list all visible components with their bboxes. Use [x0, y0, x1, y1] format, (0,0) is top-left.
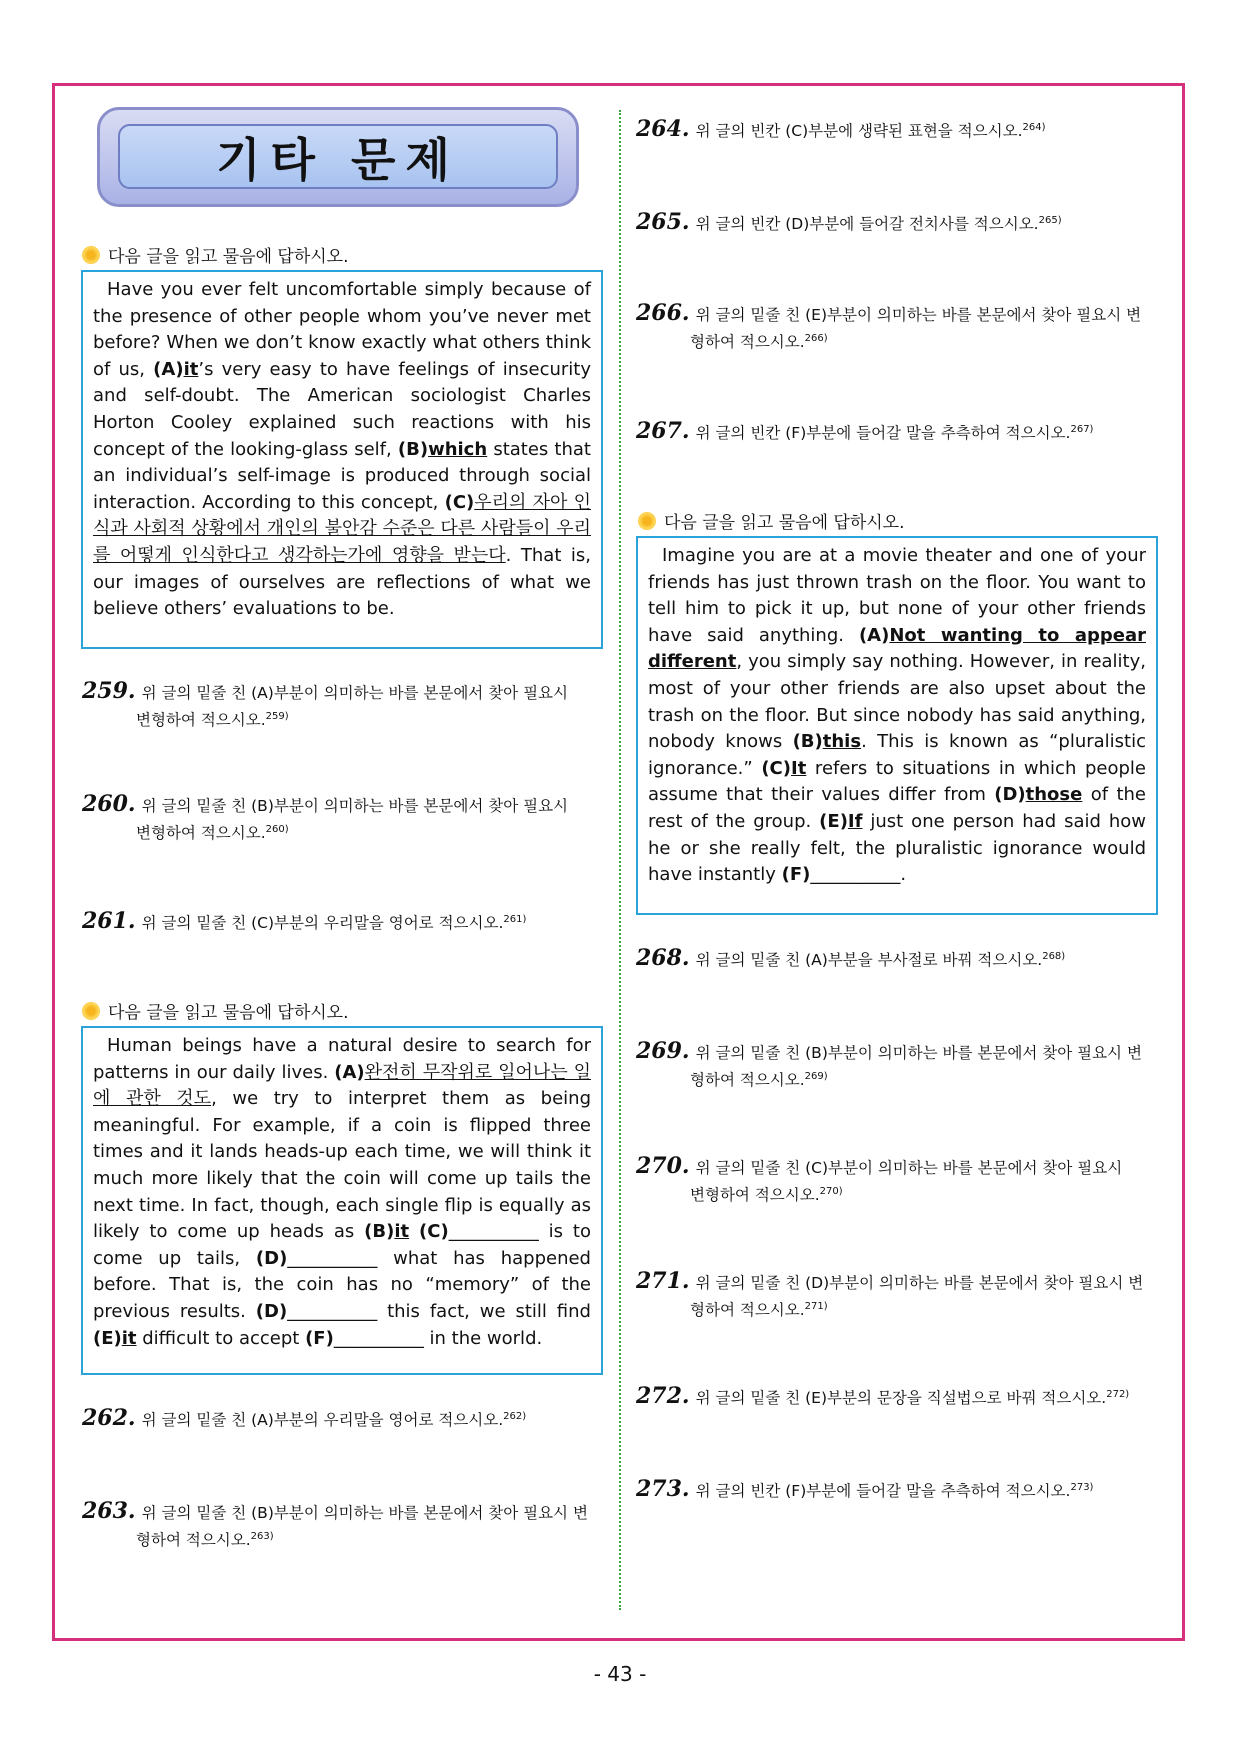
question-265: 265. 위 글의 빈칸 (D)부분에 들어갈 전치사를 적으시오.$^{265)}$ [636, 209, 1062, 236]
question-264: 264. 위 글의 빈칸 (C)부분에 생략된 표현을 적으시오.$^{264)}$ [636, 116, 1046, 143]
question-273: 273. 위 글의 빈칸 (F)부분에 들어갈 말을 추측하여 적으시오.$^{273)}$ [636, 1476, 1094, 1503]
column-divider [619, 110, 621, 1610]
question-272: 272. 위 글의 밑줄 친 (E)부분의 문장을 직설법으로 바꿔 적으시오.$^{272)}$ [636, 1383, 1130, 1410]
instruction-text: 다음 글을 읽고 물음에 답하시오. [108, 247, 349, 267]
question-261: 261. 위 글의 밑줄 친 (C)부분의 우리말을 영어로 적으시오.$^{261)}$ [82, 908, 527, 935]
flower-icon [82, 1002, 100, 1020]
question-262: 262. 위 글의 밑줄 친 (A)부분의 우리말을 영어로 적으시오.$^{262)}$ [82, 1405, 527, 1432]
instruction-3 [638, 508, 905, 533]
question-266: 266. 위 글의 밑줄 친 (E)부분이 의미하는 바를 본문에서 찾아 필요시 변 형하여 적으시오.$^{266)}$ [636, 300, 1142, 352]
passage-1: Have you ever felt uncomfortable simply because of the presence of other people whom you’ve never met before? When we don’t know exactly what others think of us, (A)it’s very easy to have feelings of insecurity and self-doubt. The American sociologist Charles Horton Cooley explained such reactions with his concept of the looking-glass self, (B)which states that an individual’s self-image is produced through social interaction. According to this concept, (C)우리의 자아 인식과 사회적 상황에서 개인의 불안감 수준은 다른 사람들이 우리를 어떻게 인식한다고 생각하는가에 영향을 받는다. That is, our images of ourselves are reflections of what we believe others’ evaluations to be. [81, 270, 603, 649]
page-number: - 43 - [593, 1662, 647, 1686]
question-260: 260. 위 글의 밑줄 친 (B)부분이 의미하는 바를 본문에서 찾아 필요시 변형하여 적으시오.$^{260)}$ [82, 791, 569, 843]
question-259: 259. 위 글의 밑줄 친 (A)부분이 의미하는 바를 본문에서 찾아 필요시 변형하여 적으시오.$^{259)}$ [82, 678, 568, 730]
passage-2: Human beings have a natural desire to search for patterns in our daily lives. (A)완전히 무작위로 일어나는 일에 관한 것도, we try to interpret them as being meaningful. For example, if a coin is flipped three times and it lands heads-up each time, we will think it much more likely that the coin will come up tails the next time. In fact, though, each single flip is equally as likely to come up heads as (B)it (C)__________ is to come up tails, (D)__________ what has happened before. That is, the coin has no “memory” of the previous results. (D)__________ this fact, we still find (E)it difficult to accept (F)__________ in the world. [81, 1026, 603, 1375]
question-269: 269. 위 글의 밑줄 친 (B)부분이 의미하는 바를 본문에서 찾아 필요시 변 형하여 적으시오.$^{269)}$ [636, 1038, 1142, 1090]
question-270: 270. 위 글의 밑줄 친 (C)부분이 의미하는 바를 본문에서 찾아 필요시 변형하여 적으시오.$^{270)}$ [636, 1153, 1123, 1205]
question-263: 263. 위 글의 밑줄 친 (B)부분이 의미하는 바를 본문에서 찾아 필요시 변 형하여 적으시오.$^{263)}$ [82, 1498, 588, 1550]
question-271: 271. 위 글의 밑줄 친 (D)부분이 의미하는 바를 본문에서 찾아 필요시 변 형하여 적으시오.$^{271)}$ [636, 1268, 1144, 1320]
title-box [118, 124, 558, 189]
instruction-2 [82, 998, 349, 1023]
question-268: 268. 위 글의 밑줄 친 (A)부분을 부사절로 바꿔 적으시오.$^{268)}$ [636, 945, 1066, 972]
flower-icon [82, 246, 100, 264]
instruction-1 [82, 242, 349, 267]
instruction-text: 다음 글을 읽고 물음에 답하시오. [664, 513, 905, 533]
flower-icon [638, 512, 656, 530]
instruction-text: 다음 글을 읽고 물음에 답하시오. [108, 1003, 349, 1023]
passage-3: Imagine you are at a movie theater and one of your friends has just thrown trash on the floor. You want to tell him to pick it up, but none of your other friends have said anything. (A)Not wanting to appear different, you simply say nothing. However, in reality, most of your other friends are also upset about the trash on the floor. But since nobody has said anything, nobody knows (B)this. This is known as “pluralistic ignorance.” (C)It refers to situations in which people assume that their values differ from (D)those of the rest of the group. (E)If just one person had said how he or she really felt, the pluralistic ignorance would have instantly (F)__________. [636, 536, 1158, 915]
question-267: 267. 위 글의 빈칸 (F)부분에 들어갈 말을 추측하여 적으시오.$^{267)}$ [636, 418, 1094, 445]
page-title: 기타 문제 [216, 132, 460, 187]
